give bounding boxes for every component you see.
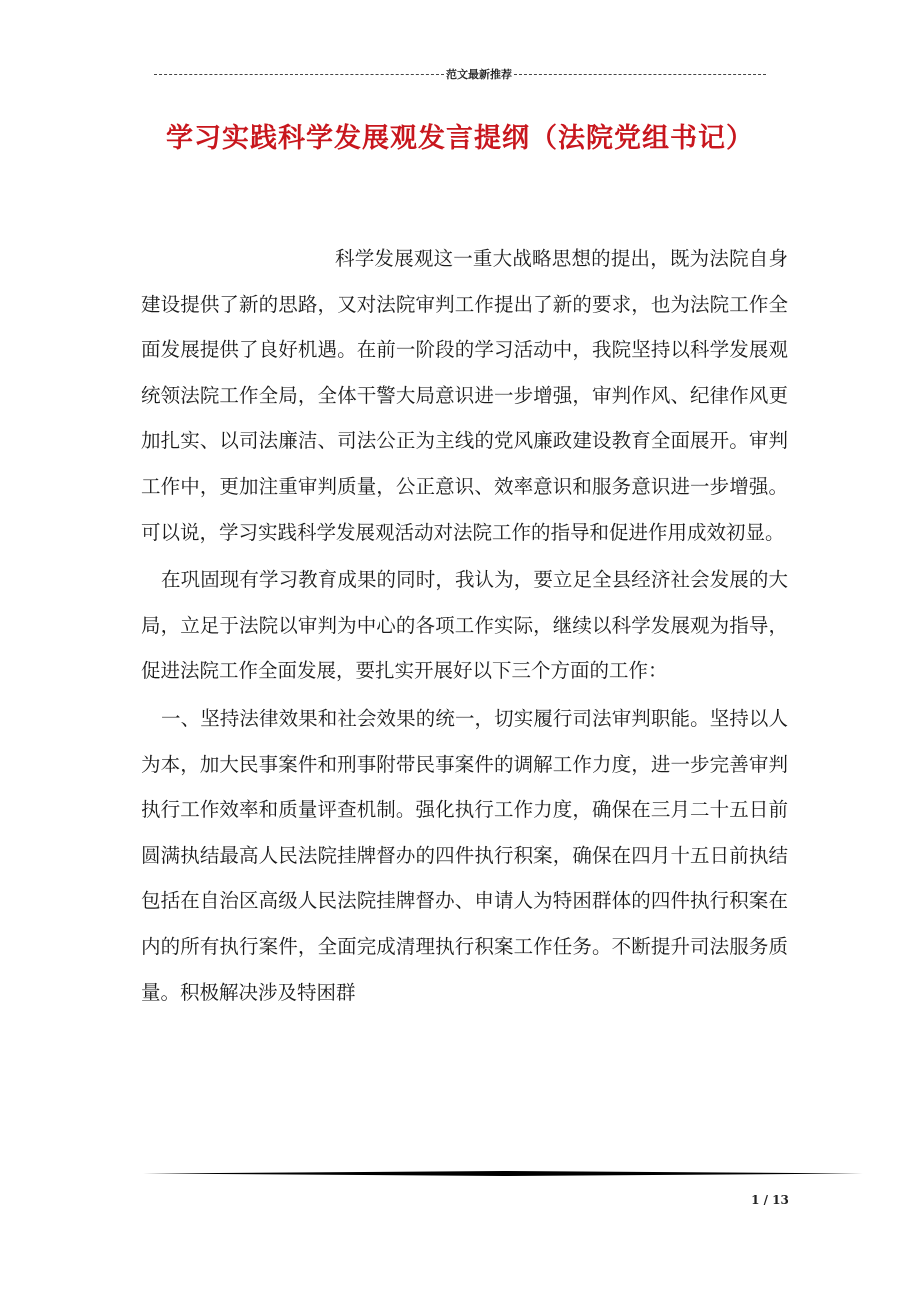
paragraph-point-one: 一、坚持法律效果和社会效果的统一，切实履行司法审判职能。坚持以人为本，加大民事案件和刑事附带民事案件的调解工作力度，进一步完善审判执行工作效率和质量评查机制。强化执行工作力度，确保在三月二十五日前圆满执结最高人民法院挂牌督办的四件执行积案，确保在四月十五日前执结包括在自治区高级人民法院挂牌督办、申请人为特困群体的四件执行积案在内的所有执行案件，全面完成清理执行积案工作任务。不断提升司法服务质量。积极解决涉及特困群 [141, 706, 788, 1004]
header-dashes-left [154, 74, 444, 75]
footer-rule [143, 1171, 863, 1176]
paragraph-consolidate: 在巩固现有学习教育成果的同时，我认为，要立足全县经济社会发展的大局，立足于法院以审判为中心的各项工作实际，继续以科学发展观为指导，促进法院工作全面发展，要扎实开展好以下三个方面的工作： [141, 568, 788, 683]
page-number: 1 / 13 [751, 1193, 789, 1207]
document-body [141, 236, 788, 1015]
document-title: 学习实践科学发展观发言提纲（法院党组书记） [166, 123, 754, 154]
header-dashes-right [514, 74, 766, 75]
paragraph-intro: 科学发展观这一重大战略思想的提出，既为法院自身建设提供了新的思路，又对法院审判工作提出了新的要求，也为法院工作全面发展提供了良好机遇。在前一阶段的学习活动中，我院坚持以科学发展观统领法院工作全局，全体干警大局意识进一步增强，审判作风、纪律作风更加扎实、以司法廉洁、司法公正为主线的党风廉政建设教育全面展开。审判工作中，更加注重审判质量，公正意识、效率意识和服务意识进一步增强。可以说，学习实践科学发展观活动对法院工作的指导和促进作用成效初显。 [141, 247, 788, 544]
page-header [140, 66, 780, 82]
header-label: 范文最新推荐 [446, 68, 512, 81]
